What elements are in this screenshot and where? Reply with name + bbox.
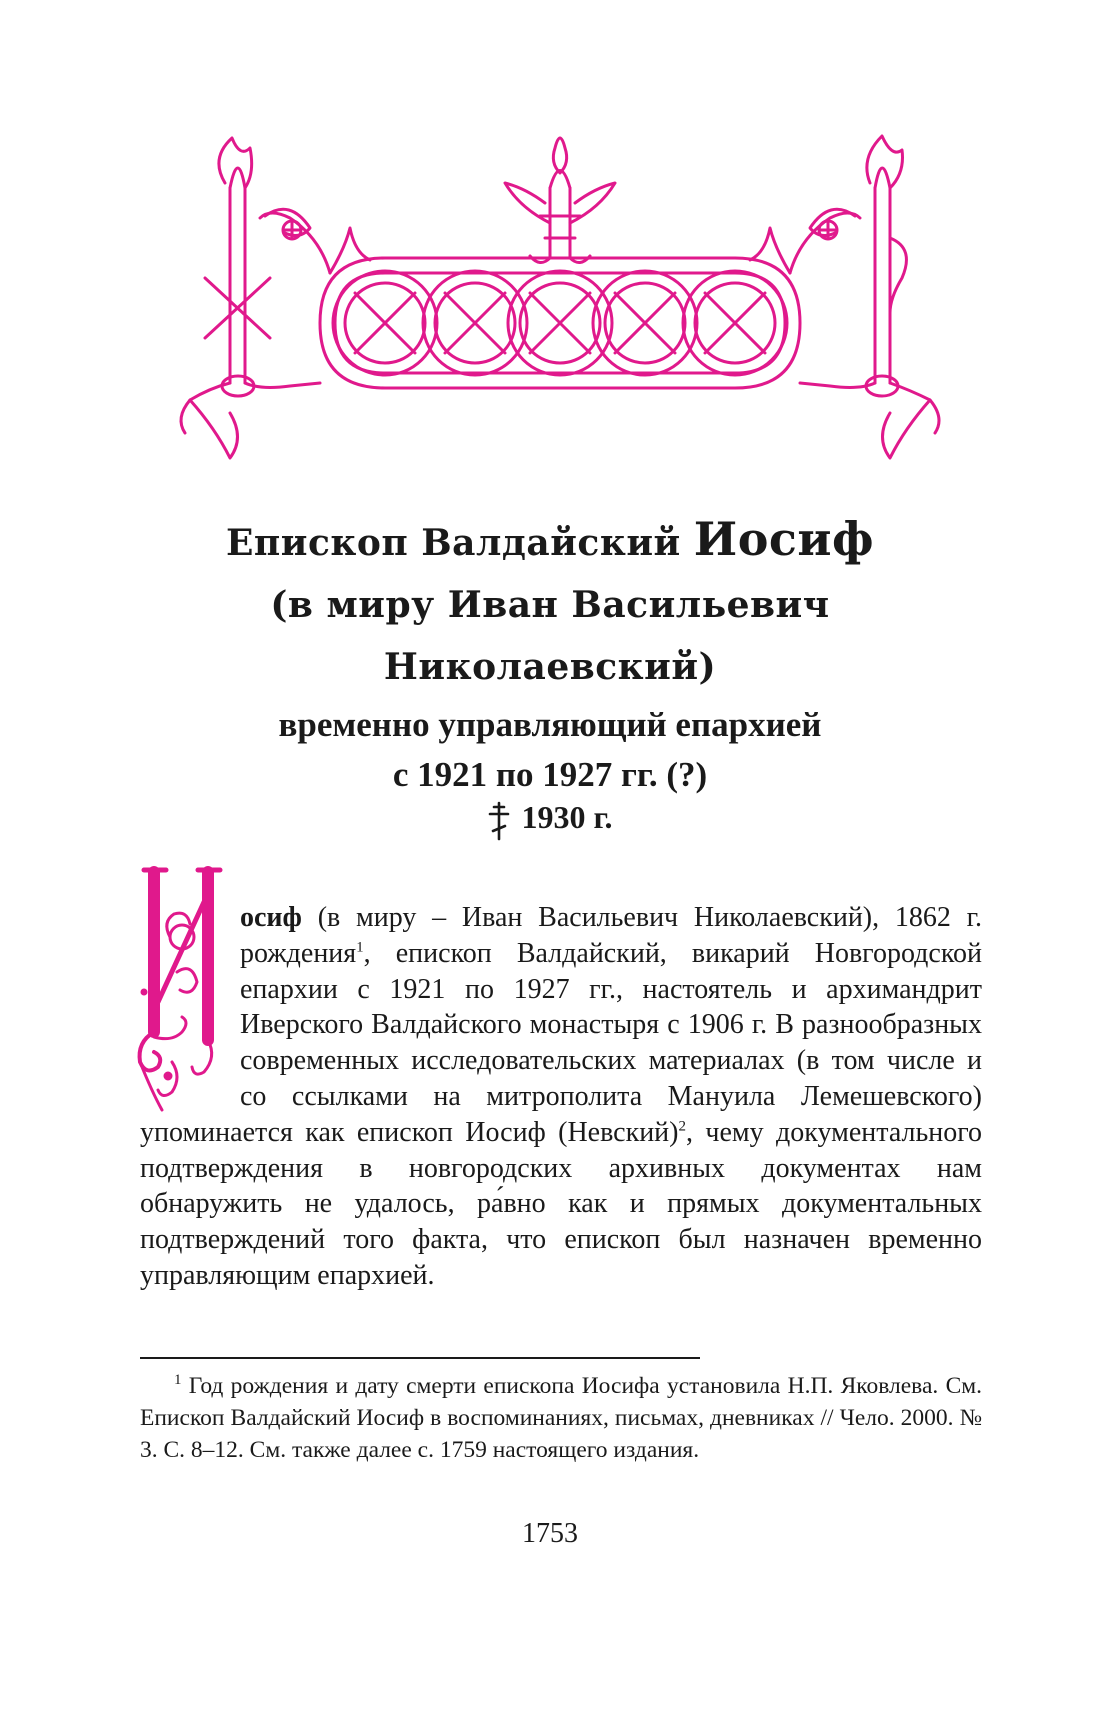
death-date [150, 797, 950, 841]
page-number: 1753 [522, 1518, 578, 1549]
title-line-3: Николаевский) [383, 646, 717, 688]
footnote-ref-2: 2 [678, 1118, 686, 1135]
body-text-part-2: , епископ Валдайский, викарий Новгородской епархии с 1921 по 1927 гг., настоятель и архимандрит Иверского Валдайского монастыря с 1906 г. В разнообразных современных исследовательских материалах (в том числе и со ссылками на митрополита Мануила Лемешевского) упоминается как епископ Иосиф (Невский) [140, 937, 982, 1148]
title-name: Иосиф [693, 512, 875, 566]
subtitle-line-1: временно управляющий епархией [278, 705, 822, 744]
footnote [140, 1370, 982, 1466]
orthodox-cross-icon [488, 801, 510, 841]
headpiece-ornament [170, 128, 950, 478]
body-lead-word: осиф [240, 902, 302, 933]
death-year: 1930 г. [521, 799, 613, 835]
title-line-2: (в миру Иван Васильевич [270, 584, 830, 626]
chapter-title [150, 508, 950, 698]
chapter-subtitle [150, 700, 950, 800]
title-prefix: Епископ Валдайский [225, 522, 681, 564]
drop-cap-space [140, 900, 240, 1114]
footnote-marker: 1 [174, 1372, 182, 1389]
body-text-part-1: (в миру – Иван Васильевич Николаевский), 1862 г. рождения [240, 902, 982, 969]
footnote-text: Год рождения и дату смерти епископа Иосифа установила Н.П. Яковлева. См. Епископ Валдайский Иосиф в воспоминаниях, письмах, дневниках // Чело. 2000. № 3. С. 8–12. См. также далее с. 1759 настоящего издания. [140, 1373, 982, 1463]
footnote-ref-1: 1 [356, 939, 364, 956]
title-line-1 [150, 508, 950, 574]
footnote-divider [140, 1357, 700, 1359]
subtitle-line-2: с 1921 по 1927 гг. (?) [392, 755, 708, 794]
body-text-part-3: , чему документального подтверждения в новгородских архивных документах нам обнаружить не удалось, ра́вно как и прямых документальных подтверждений того факта, что епископ был назначен временно управляющим епархией. [140, 1116, 983, 1291]
body-paragraph [140, 900, 982, 1294]
